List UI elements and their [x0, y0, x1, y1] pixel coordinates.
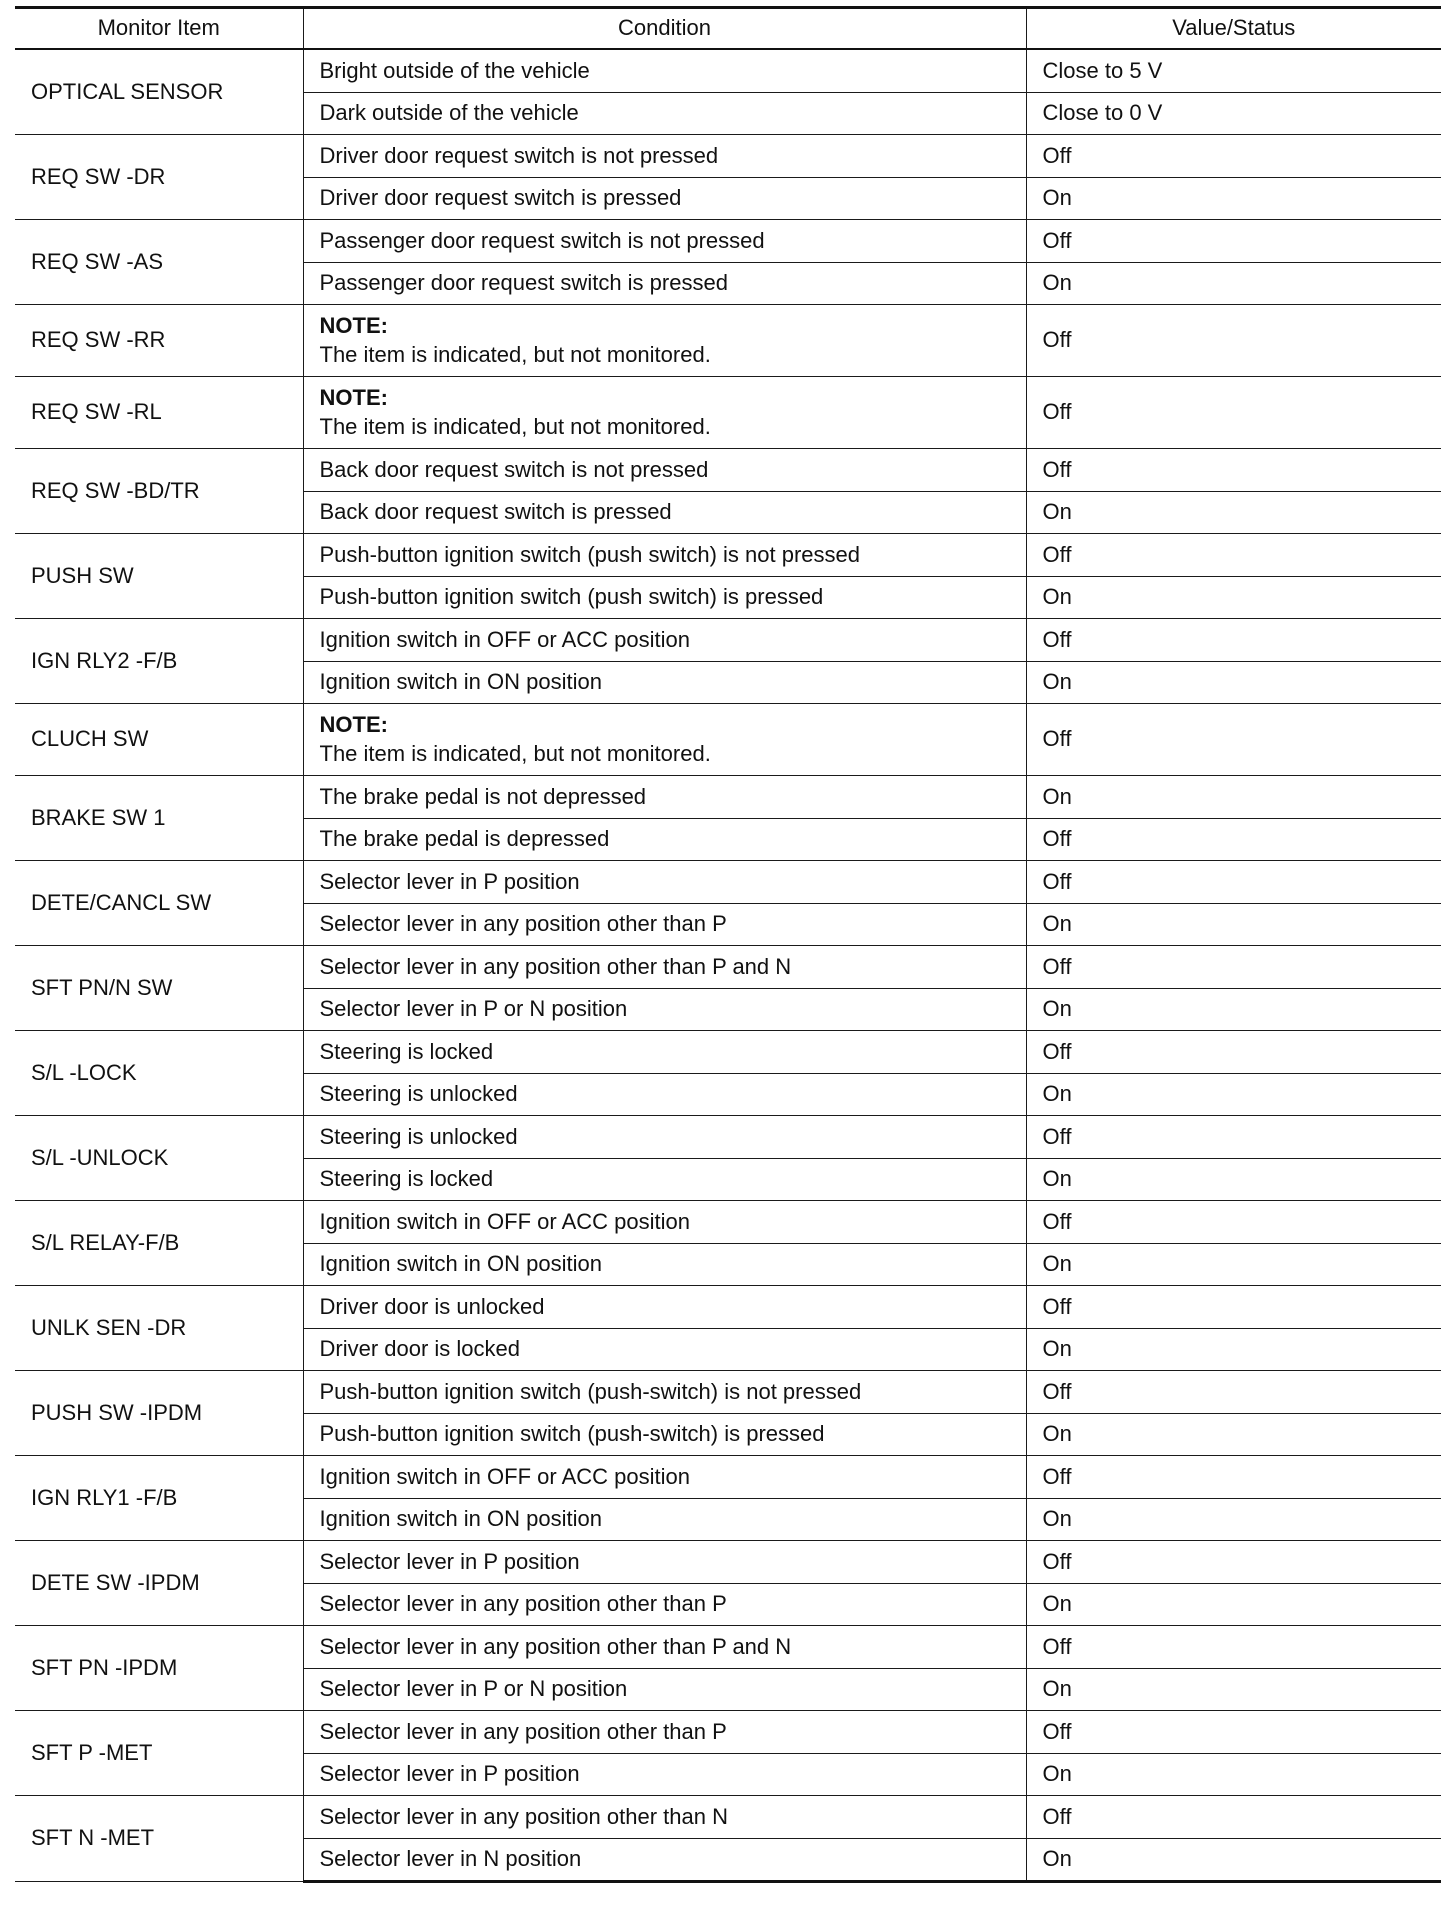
header-value-status: Value/Status [1026, 8, 1441, 50]
condition-cell: Back door request switch is not pressed [303, 449, 1026, 492]
condition-cell: Driver door request switch is not pressed [303, 135, 1026, 178]
monitor-item-cell: DETE/CANCL SW [15, 861, 303, 946]
note-label: NOTE: [319, 384, 388, 410]
value-status-cell: On [1026, 989, 1441, 1031]
value-status-cell: Off [1026, 704, 1441, 776]
condition-cell: Push-button ignition switch (push-switch) is pressed [303, 1414, 1026, 1456]
condition-cell: Back door request switch is pressed [303, 492, 1026, 534]
value-status-cell: Off [1026, 1456, 1441, 1499]
value-status-cell: On [1026, 904, 1441, 946]
note-text: The item is indicated, but not monitored. [319, 740, 711, 766]
value-status-cell: Off [1026, 1541, 1441, 1584]
condition-cell: Passenger door request switch is not pressed [303, 220, 1026, 263]
condition-cell: Dark outside of the vehicle [303, 93, 1026, 135]
condition-cell: Selector lever in P position [303, 861, 1026, 904]
note-text: The item is indicated, but not monitored. [319, 341, 711, 367]
condition-cell: Steering is locked [303, 1159, 1026, 1201]
value-status-cell: Off [1026, 1116, 1441, 1159]
value-status-cell: Off [1026, 619, 1441, 662]
monitor-item-cell: IGN RLY2 -F/B [15, 619, 303, 704]
monitor-item-cell: S/L RELAY-F/B [15, 1201, 303, 1286]
monitor-item-cell: REQ SW -RR [15, 305, 303, 377]
condition-cell: Bright outside of the vehicle [303, 49, 1026, 93]
condition-cell: Selector lever in any position other than N [303, 1796, 1026, 1839]
table-row [15, 305, 1441, 377]
condition-cell: Steering is unlocked [303, 1074, 1026, 1116]
monitor-item-cell: PUSH SW [15, 534, 303, 619]
monitor-item-cell: CLUCH SW [15, 704, 303, 776]
condition-cell: Driver door is locked [303, 1329, 1026, 1371]
note-label: NOTE: [319, 312, 388, 338]
value-status-cell: On [1026, 1329, 1441, 1371]
header-row [15, 8, 1441, 50]
monitor-item-cell: REQ SW -RL [15, 377, 303, 449]
condition-cell: Driver door request switch is pressed [303, 178, 1026, 220]
value-status-cell: Off [1026, 946, 1441, 989]
note-label: NOTE: [319, 711, 388, 737]
header-monitor-item: Monitor Item [15, 8, 303, 50]
value-status-cell: On [1026, 1839, 1441, 1882]
monitor-item-cell: DETE SW -IPDM [15, 1541, 303, 1626]
monitor-item-cell: SFT P -MET [15, 1711, 303, 1796]
condition-cell [303, 377, 1026, 449]
condition-cell: Selector lever in any position other than P [303, 904, 1026, 946]
monitor-item-cell: SFT N -MET [15, 1796, 303, 1882]
condition-cell: The brake pedal is depressed [303, 819, 1026, 861]
value-status-cell: Off [1026, 220, 1441, 263]
condition-cell: Push-button ignition switch (push switch) is pressed [303, 577, 1026, 619]
condition-cell: Ignition switch in OFF or ACC position [303, 1456, 1026, 1499]
table-row [15, 1286, 1441, 1329]
value-status-cell: Off [1026, 449, 1441, 492]
monitor-item-table [15, 6, 1441, 1883]
value-status-cell: Off [1026, 1201, 1441, 1244]
monitor-item-cell: PUSH SW -IPDM [15, 1371, 303, 1456]
monitor-item-cell: S/L -LOCK [15, 1031, 303, 1116]
value-status-cell: On [1026, 1244, 1441, 1286]
table-row [15, 1031, 1441, 1074]
value-status-cell: On [1026, 1499, 1441, 1541]
value-status-cell: On [1026, 1414, 1441, 1456]
table-row [15, 1711, 1441, 1754]
table-row [15, 1626, 1441, 1669]
value-status-cell: On [1026, 662, 1441, 704]
condition-cell: Selector lever in any position other than P and N [303, 946, 1026, 989]
table-row [15, 1796, 1441, 1839]
value-status-cell: Off [1026, 135, 1441, 178]
table-row [15, 1541, 1441, 1584]
condition-cell: Selector lever in any position other than P [303, 1584, 1026, 1626]
value-status-cell: Off [1026, 1711, 1441, 1754]
table-row [15, 377, 1441, 449]
condition-cell: Selector lever in P position [303, 1754, 1026, 1796]
value-status-cell: Off [1026, 861, 1441, 904]
condition-cell: Ignition switch in ON position [303, 662, 1026, 704]
value-status-cell: On [1026, 178, 1441, 220]
table-row [15, 946, 1441, 989]
value-status-cell: On [1026, 1074, 1441, 1116]
value-status-cell: On [1026, 1159, 1441, 1201]
monitor-item-cell: REQ SW -AS [15, 220, 303, 305]
value-status-cell: On [1026, 492, 1441, 534]
value-status-cell: On [1026, 577, 1441, 619]
condition-cell: Selector lever in P or N position [303, 989, 1026, 1031]
condition-cell: Steering is unlocked [303, 1116, 1026, 1159]
value-status-cell: Close to 0 V [1026, 93, 1441, 135]
monitor-item-cell: S/L -UNLOCK [15, 1116, 303, 1201]
value-status-cell: On [1026, 263, 1441, 305]
value-status-cell: Close to 5 V [1026, 49, 1441, 93]
table-row [15, 449, 1441, 492]
value-status-cell: Off [1026, 1286, 1441, 1329]
condition-cell: Driver door is unlocked [303, 1286, 1026, 1329]
value-status-cell: On [1026, 1584, 1441, 1626]
value-status-cell: On [1026, 1669, 1441, 1711]
condition-cell: Selector lever in P position [303, 1541, 1026, 1584]
monitor-item-cell: UNLK SEN -DR [15, 1286, 303, 1371]
condition-cell: Ignition switch in ON position [303, 1499, 1026, 1541]
condition-cell [303, 704, 1026, 776]
condition-cell: Ignition switch in ON position [303, 1244, 1026, 1286]
condition-cell: Steering is locked [303, 1031, 1026, 1074]
monitor-item-cell: IGN RLY1 -F/B [15, 1456, 303, 1541]
table-row [15, 861, 1441, 904]
table-header [15, 8, 1441, 50]
table-body [15, 49, 1441, 1882]
header-condition: Condition [303, 8, 1026, 50]
condition-cell: Ignition switch in OFF or ACC position [303, 1201, 1026, 1244]
value-status-cell: Off [1026, 1626, 1441, 1669]
value-status-cell: Off [1026, 377, 1441, 449]
condition-cell: Push-button ignition switch (push-switch) is not pressed [303, 1371, 1026, 1414]
table-row [15, 49, 1441, 93]
table-row [15, 534, 1441, 577]
condition-cell: Push-button ignition switch (push switch) is not pressed [303, 534, 1026, 577]
condition-cell: Selector lever in P or N position [303, 1669, 1026, 1711]
value-status-cell: Off [1026, 1031, 1441, 1074]
table-row [15, 1456, 1441, 1499]
monitor-item-cell: OPTICAL SENSOR [15, 49, 303, 135]
monitor-item-cell: SFT PN -IPDM [15, 1626, 303, 1711]
table-row [15, 1201, 1441, 1244]
condition-cell: Selector lever in any position other than P and N [303, 1626, 1026, 1669]
table-row [15, 220, 1441, 263]
value-status-cell: Off [1026, 819, 1441, 861]
condition-cell: Selector lever in any position other than P [303, 1711, 1026, 1754]
value-status-cell: Off [1026, 1371, 1441, 1414]
table-row [15, 1116, 1441, 1159]
condition-cell: The brake pedal is not depressed [303, 776, 1026, 819]
monitor-item-cell: BRAKE SW 1 [15, 776, 303, 861]
value-status-cell: On [1026, 776, 1441, 819]
table-row [15, 704, 1441, 776]
value-status-cell: Off [1026, 534, 1441, 577]
table-row [15, 135, 1441, 178]
value-status-cell: Off [1026, 1796, 1441, 1839]
condition-cell [303, 305, 1026, 377]
monitor-item-cell: REQ SW -DR [15, 135, 303, 220]
table-row [15, 619, 1441, 662]
condition-cell: Ignition switch in OFF or ACC position [303, 619, 1026, 662]
condition-cell: Selector lever in N position [303, 1839, 1026, 1882]
value-status-cell: On [1026, 1754, 1441, 1796]
table-row [15, 1371, 1441, 1414]
monitor-item-cell: REQ SW -BD/TR [15, 449, 303, 534]
value-status-cell: Off [1026, 305, 1441, 377]
condition-cell: Passenger door request switch is pressed [303, 263, 1026, 305]
table-row [15, 776, 1441, 819]
monitor-item-cell: SFT PN/N SW [15, 946, 303, 1031]
note-text: The item is indicated, but not monitored. [319, 413, 711, 439]
